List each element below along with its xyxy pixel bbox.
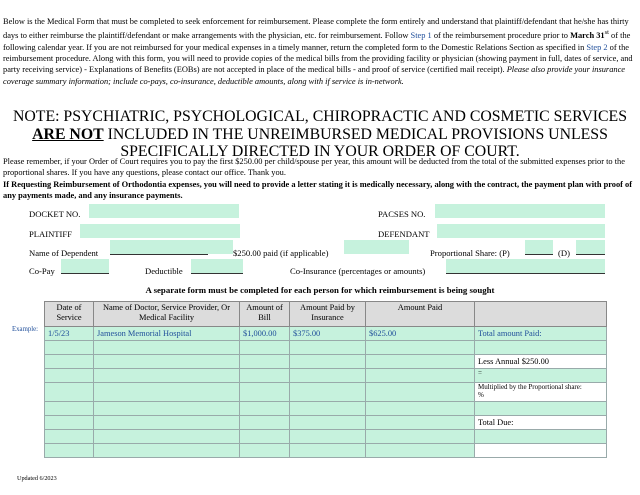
docket-label: DOCKET NO. bbox=[29, 209, 81, 219]
less-annual-label: Less Annual $250.00 bbox=[475, 355, 607, 369]
example-row: 1/5/23 Jameson Memorial Hospital $1,000.00 $375.00 $625.00 Total amount Paid: bbox=[45, 327, 607, 341]
total-paid-field[interactable] bbox=[475, 341, 607, 355]
deductible-label: Deductible bbox=[145, 266, 183, 276]
docket-field[interactable] bbox=[89, 204, 239, 218]
dependent-field[interactable] bbox=[110, 240, 208, 255]
equals-field[interactable]: = bbox=[475, 369, 607, 383]
table-row[interactable] bbox=[45, 416, 607, 430]
prop-share-d-field[interactable] bbox=[576, 240, 605, 255]
orthodontia-note: If Requesting Reimbursement of Orthodontia expenses, you will need to provide a letter stating it is medically necessary, along with the contract, the payment plan with proof of any payments made, and any insurance payments. bbox=[3, 179, 633, 201]
separate-form-note: A separate form must be completed for each person for which reimbursement is being sought bbox=[145, 285, 495, 295]
step2-link[interactable]: Step 2 bbox=[586, 42, 608, 52]
table-row[interactable] bbox=[45, 355, 607, 369]
col-paid: Amount Paid bbox=[366, 302, 475, 327]
example-label: Example: bbox=[12, 326, 39, 333]
deductible-field[interactable] bbox=[191, 259, 243, 274]
copay-field[interactable] bbox=[61, 259, 109, 274]
dependent-field-extra[interactable] bbox=[208, 240, 233, 254]
col-provider: Name of Doctor, Service Provider, Or Medical Facility bbox=[94, 302, 240, 327]
col-bill: Amount of Bill bbox=[240, 302, 290, 327]
col-date: Date of Service bbox=[45, 302, 94, 327]
table-header-row bbox=[45, 302, 607, 327]
table-row[interactable] bbox=[45, 341, 607, 355]
col-summary bbox=[475, 302, 607, 327]
total-paid-label: Total amount Paid: bbox=[475, 327, 607, 341]
copay-label: Co-Pay bbox=[29, 266, 55, 276]
paid250-field[interactable] bbox=[344, 240, 409, 254]
plaintiff-field[interactable] bbox=[80, 224, 240, 238]
step1-link[interactable]: Step 1 bbox=[410, 31, 432, 41]
intro-paragraph: Below is the Medical Form that must be completed to seek enforcement for reimbursement. Please complete the form entirely and understand that plaintiff/defendant that he/she has thirty days to either reimburse the plaintiff/defendant or make arrangements with the physician, etc. for reimbursement. Follow Step 1 of the reimbursement procedure prior to March 31st of the following calendar year. If you are not reimbursed for your medical expenses in a timely manner, return the completed form to the Domestic Relations Section as specified in Step 2 of the reimbursement procedure. Along with this form, you will need to provide copies of the medical bills from the providing facility or physician (showing payment in full, dates of service, and party receiving service) - Explanations of Benefits (EOBs) are not accepted in place of the medical bills - and proof of service (certified mail receipt). Please also provide your insurance coverage summary information; include co-pays, co-insurance, deductible amounts, along with if service is in-network. bbox=[3, 17, 633, 86]
paid250-label: $250.00 paid (if applicable) bbox=[233, 248, 329, 258]
reimbursement-table bbox=[44, 301, 607, 458]
coinsurance-label: Co-Insurance (percentages or amounts) bbox=[290, 266, 426, 276]
col-insurance: Amount Paid by Insurance bbox=[290, 302, 366, 327]
pacses-label: PACSES NO. bbox=[378, 209, 426, 219]
updated-date: Updated 6/2023 bbox=[17, 475, 57, 482]
table-row[interactable] bbox=[45, 383, 607, 402]
coinsurance-field[interactable] bbox=[446, 259, 605, 274]
table-row[interactable] bbox=[45, 444, 607, 458]
prop-share-d-label: (D) bbox=[558, 248, 570, 258]
defendant-label: DEFENDANT bbox=[378, 229, 430, 239]
table-row[interactable] bbox=[45, 369, 607, 383]
reminder-paragraph: Please remember, if your Order of Court requires you to pay the first $250.00 per child/spouse per year, this amount will be deducted from the total of the submitted expenses prior to the proportional shares. If you have any questions, please contact our office. Thank you. If Requesting Reimbursement of Orthodontia expenses, you will need to provide a letter stating it is medically necessary, along with the contract, the payment plan with proof of any payments made, and any insurance payments. bbox=[3, 157, 633, 201]
prop-share-label: Proportional Share: (P) bbox=[430, 248, 510, 258]
table-row[interactable] bbox=[45, 430, 607, 444]
table-row[interactable] bbox=[45, 402, 607, 416]
proportional-share-field[interactable]: Multiplied by the Proportional share: % bbox=[475, 383, 607, 402]
total-due-label: Total Due: bbox=[475, 416, 607, 430]
total-due-field[interactable] bbox=[475, 430, 607, 444]
plaintiff-label: PLAINTIFF bbox=[29, 229, 72, 239]
note-block: NOTE: PSYCHIATRIC, PSYCHOLOGICAL, CHIROPRACTIC AND COSMETIC SERVICES ARE NOT INCLUDED IN THE UNREIMBURSED MEDICAL PROVISIONS UNLESS SPECIFICALLY DIRECTED IN YOUR ORDER OF COURT. bbox=[12, 108, 627, 160]
pacses-field[interactable] bbox=[435, 204, 605, 218]
defendant-field[interactable] bbox=[437, 224, 605, 238]
prop-share-p-field[interactable] bbox=[525, 240, 553, 255]
dependent-label: Name of Dependent bbox=[29, 248, 99, 258]
